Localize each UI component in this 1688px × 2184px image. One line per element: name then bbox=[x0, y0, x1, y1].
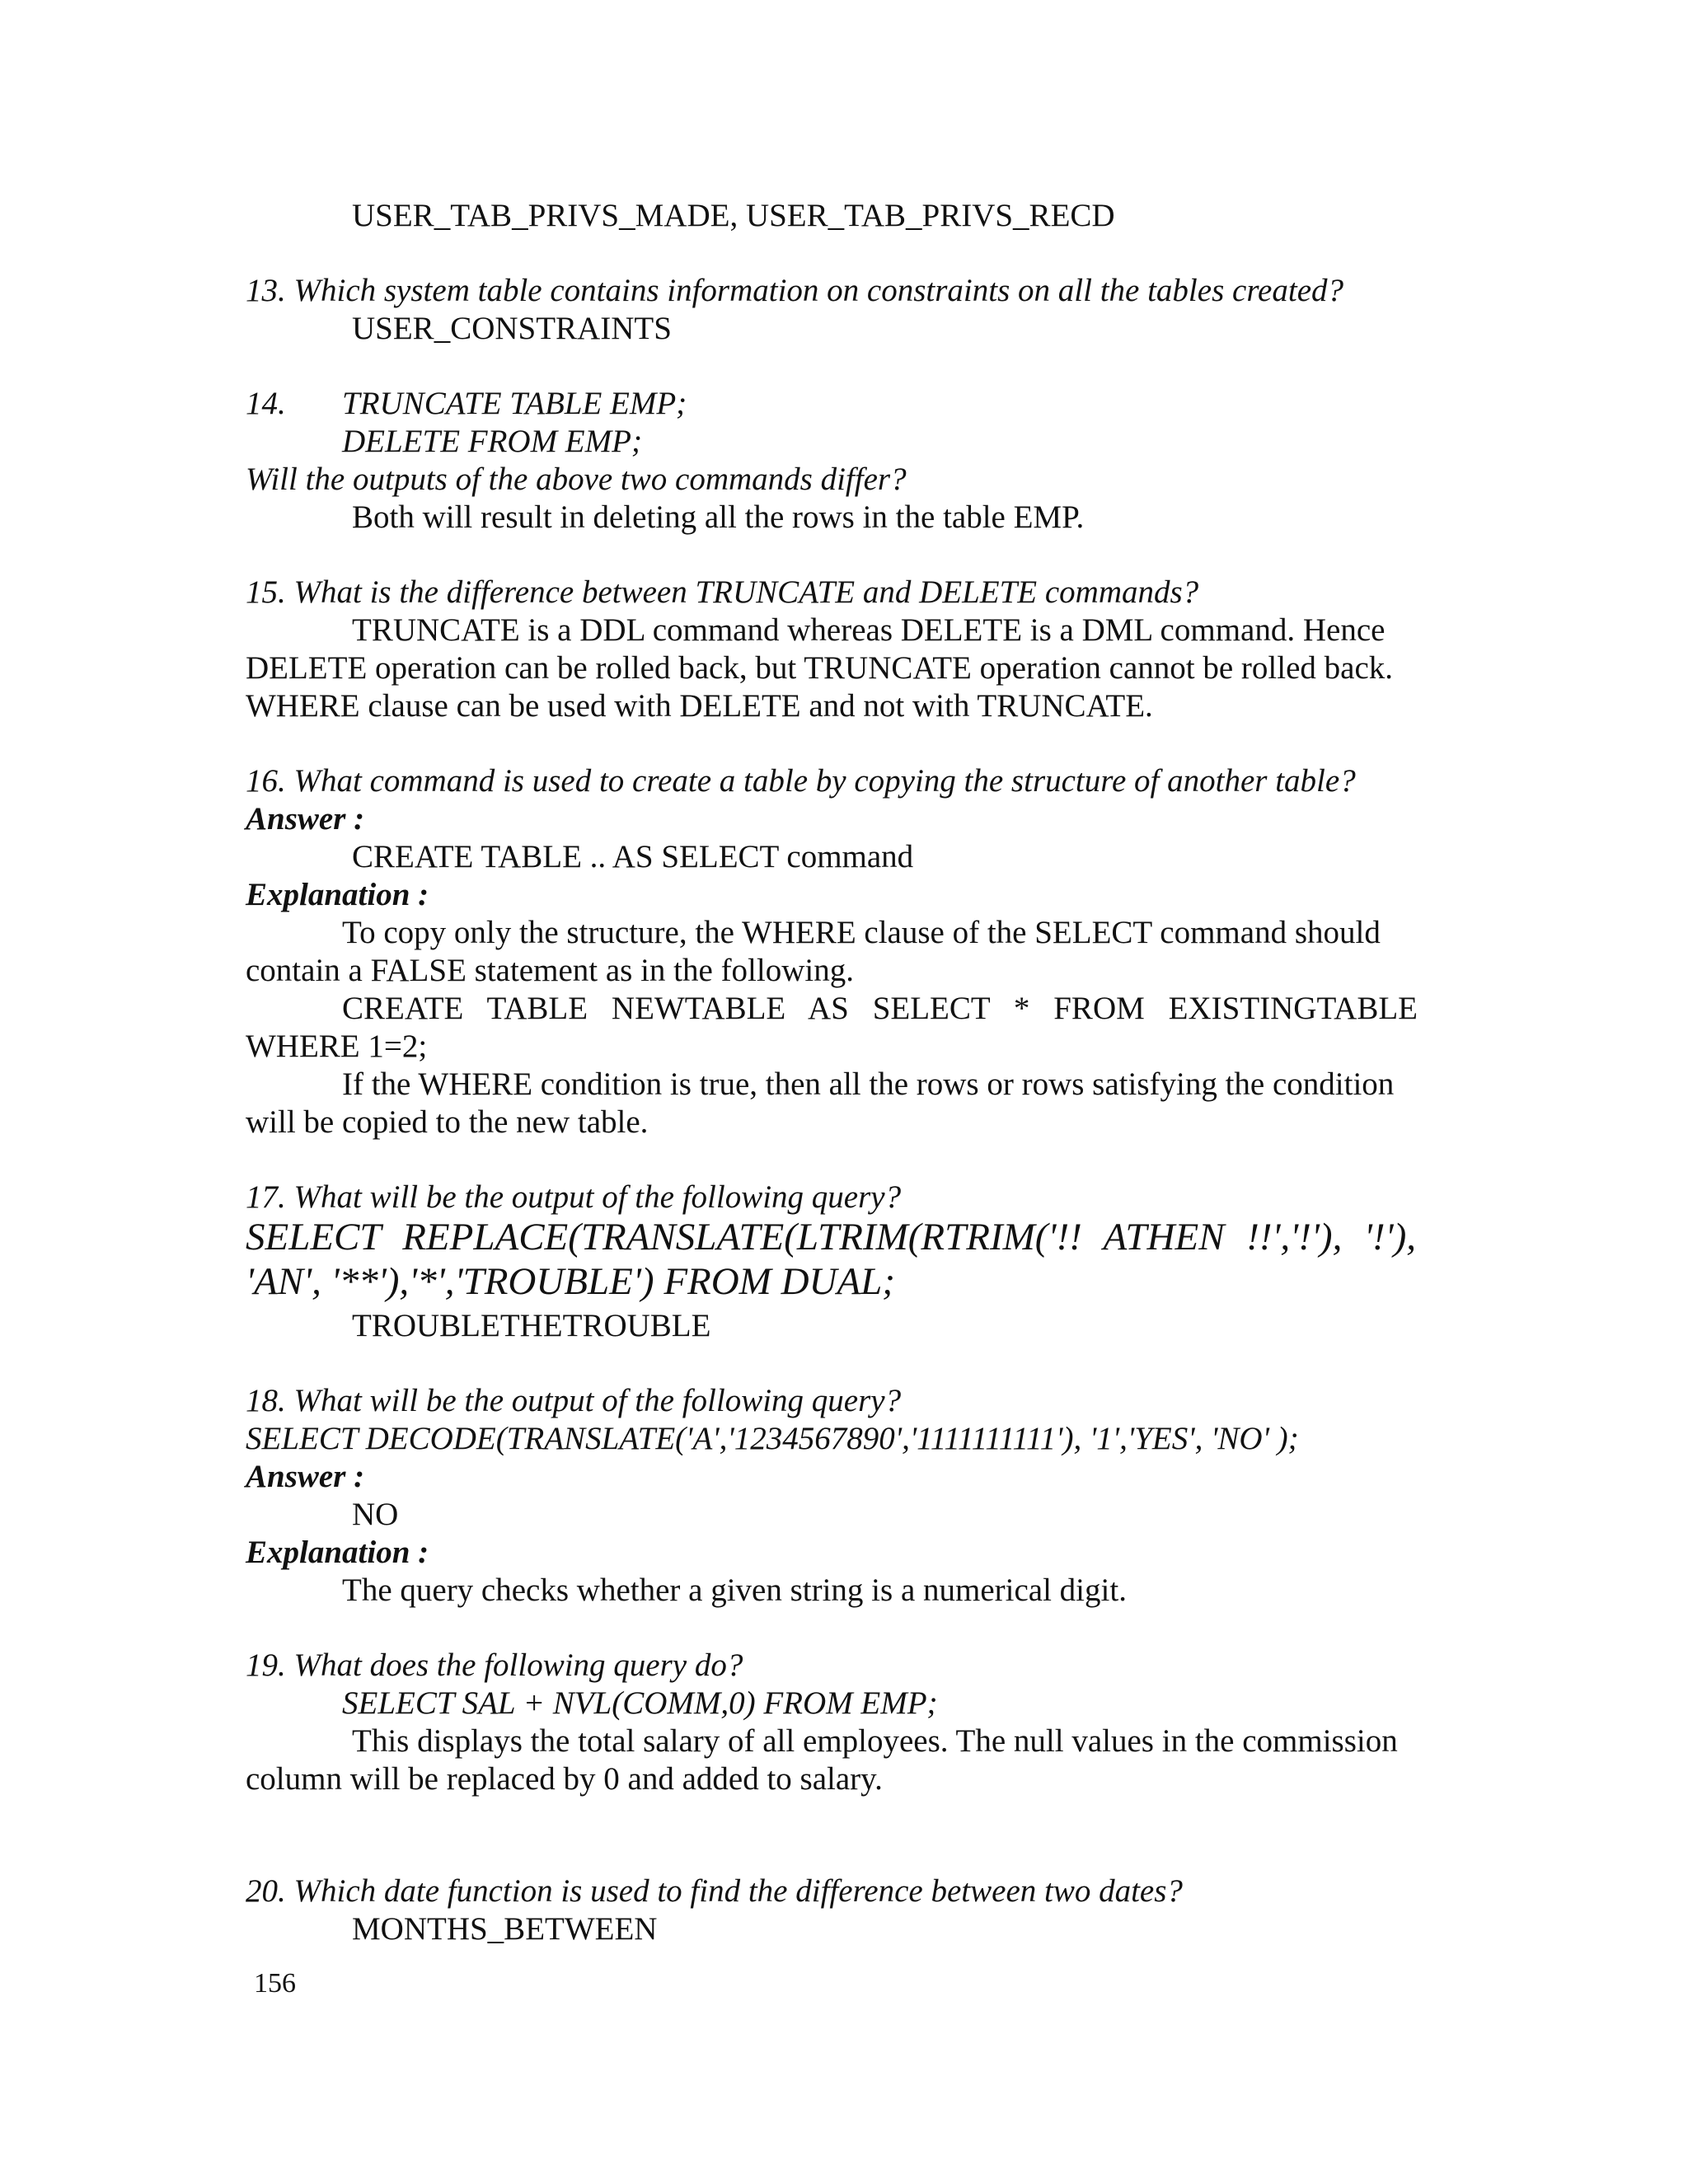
question-17-query-line-1: SELECT REPLACE(TRANSLATE(LTRIM(RTRIM('!! ATHEN !!','!'), '!'), bbox=[246, 1216, 1416, 1258]
explanation-label-16: Explanation : bbox=[246, 877, 429, 912]
explanation-16-line-1: To copy only the structure, the WHERE clause of the SELECT command should bbox=[342, 915, 1381, 950]
explanation-18: The query checks whether a given string is a numerical digit. bbox=[342, 1572, 1127, 1608]
explanation-16-line-3: If the WHERE condition is true, then all the rows or rows satisfying the condition bbox=[342, 1066, 1395, 1102]
answer-14: Both will result in deleting all the rows in the table EMP. bbox=[352, 499, 1085, 535]
answer-18: NO bbox=[352, 1497, 399, 1532]
page-number: 156 bbox=[254, 1968, 296, 1999]
explanation-label-18: Explanation : bbox=[246, 1535, 429, 1570]
explanation-16-line-4: will be copied to the new table. bbox=[246, 1104, 649, 1140]
answer-label-18: Answer : bbox=[246, 1459, 365, 1494]
question-16: 16. What command is used to create a table by copying the structure of another table? bbox=[246, 763, 1356, 799]
explanation-16-code-line-2: WHERE 1=2; bbox=[246, 1029, 428, 1064]
answer-20: MONTHS_BETWEEN bbox=[352, 1911, 658, 1947]
question-17: 17. What will be the output of the following query? bbox=[246, 1179, 902, 1215]
question-13: 13. Which system table contains information on constraints on all the tables created? bbox=[246, 273, 1343, 308]
question-14-command-1: TRUNCATE TABLE EMP; bbox=[342, 386, 687, 421]
answer-15-line-2: DELETE operation can be rolled back, but TRUNCATE operation cannot be rolled back. bbox=[246, 650, 1394, 686]
question-18-query: SELECT DECODE(TRANSLATE('A','1234567890','1111111111'), '1','YES', 'NO' ); bbox=[246, 1421, 1299, 1456]
answer-16: CREATE TABLE .. AS SELECT command bbox=[352, 839, 914, 874]
answer-text: USER_TAB_PRIVS_MADE, USER_TAB_PRIVS_RECD bbox=[352, 198, 1115, 233]
explanation-16-code-line-1: CREATE TABLE NEWTABLE AS SELECT * FROM EXISTINGTABLE bbox=[342, 991, 1418, 1026]
answer-13: USER_CONSTRAINTS bbox=[352, 311, 672, 346]
answer-15-line-3: WHERE clause can be used with DELETE and not with TRUNCATE. bbox=[246, 688, 1153, 724]
question-15: 15. What is the difference between TRUNCATE and DELETE commands? bbox=[246, 574, 1199, 610]
question-14-command-2: DELETE FROM EMP; bbox=[342, 424, 642, 459]
question-18: 18. What will be the output of the following query? bbox=[246, 1383, 902, 1418]
answer-15-line-1: TRUNCATE is a DDL command whereas DELETE is a DML command. Hence bbox=[352, 612, 1386, 648]
question-20: 20. Which date function is used to find the difference between two dates? bbox=[246, 1873, 1183, 1909]
question-17-query-line-2: 'AN', '**'),'*','TROUBLE') FROM DUAL; bbox=[246, 1260, 895, 1303]
explanation-16-line-2: contain a FALSE statement as in the following. bbox=[246, 953, 854, 988]
answer-label-16: Answer : bbox=[246, 801, 365, 837]
question-14: Will the outputs of the above two commands differ? bbox=[246, 462, 907, 497]
answer-19-line-1: This displays the total salary of all employees. The null values in the commission bbox=[352, 1723, 1398, 1759]
question-19-query: SELECT SAL + NVL(COMM,0) FROM EMP; bbox=[342, 1685, 938, 1721]
answer-19-line-2: column will be replaced by 0 and added to salary. bbox=[246, 1761, 883, 1797]
answer-17: TROUBLETHETROUBLE bbox=[352, 1308, 711, 1343]
question-14-number: 14. bbox=[246, 386, 286, 421]
question-19: 19. What does the following query do? bbox=[246, 1647, 743, 1683]
